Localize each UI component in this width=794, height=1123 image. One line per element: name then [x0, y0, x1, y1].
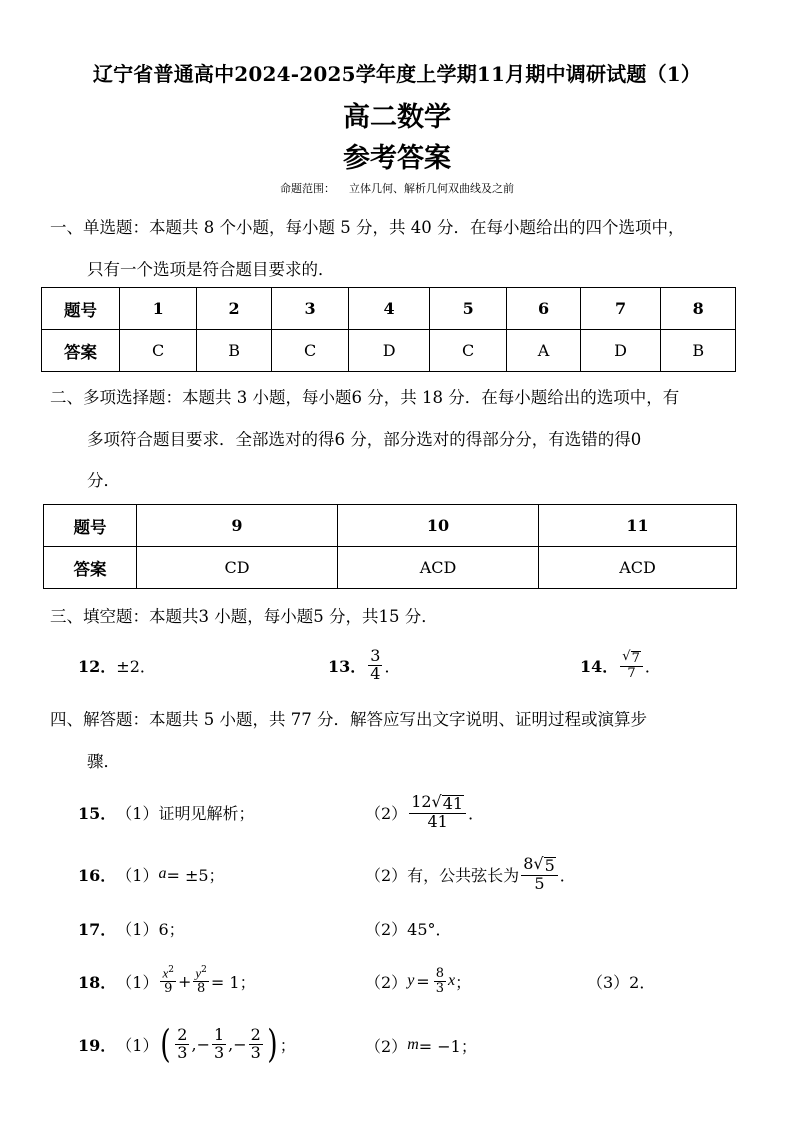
answer-key-title: 参考答案: [343, 143, 451, 174]
section4-heading-cont: 骤．: [87, 752, 120, 771]
punctuation: ；: [279, 1035, 296, 1055]
answer-cell: C: [120, 330, 197, 372]
math-variable: x: [447, 972, 456, 989]
answer-q18-part2: [365, 956, 471, 1006]
minus-sign: −: [233, 1034, 247, 1054]
answer-q12: [78, 652, 156, 678]
numerator: 2: [250, 1024, 261, 1044]
question-number: 15．: [78, 803, 117, 823]
punctuation: ．: [384, 656, 401, 676]
coefficient: 8: [523, 853, 534, 873]
table-row: [44, 547, 737, 589]
section1-heading-cont: 只有一个选项是符合题目要求的．: [87, 260, 335, 279]
answer-q18-part1: 18． （1） $\frac{x^2}{9}$ + $\frac{y^2}{8}$ = 1；: [78, 965, 256, 997]
part-label: （1）: [116, 1035, 159, 1055]
section2-heading-cont: 多项符合题目要求．全部选对的得6 分，部分选对的得部分分，有选错的得0: [87, 430, 642, 449]
answer-cell: C: [271, 330, 348, 372]
denominator: 7: [627, 665, 636, 681]
section2-answer-table: [43, 504, 737, 589]
question-number: 12．: [78, 656, 117, 676]
denominator: 41: [427, 811, 448, 831]
math-variable: m: [407, 1036, 419, 1053]
sqrt: √ 41: [431, 791, 464, 813]
answer-q18-part3: [587, 968, 655, 994]
math-variable: y: [195, 965, 202, 981]
exam-title: 辽宁省普通高中2024-2025学年度上学期11月期中调研试题（1）: [92, 62, 702, 86]
equals-sign: =: [416, 971, 430, 991]
exam-scope: [0, 180, 794, 196]
answer-q17-part2: [365, 915, 452, 941]
denominator: 3: [435, 980, 444, 996]
left-paren: (: [160, 1022, 172, 1066]
subject-title: 高二数学: [343, 102, 451, 133]
table-row: [44, 505, 737, 547]
punctuation: ；: [455, 972, 472, 992]
coefficient: 12: [411, 791, 432, 811]
answer-q13: [328, 641, 400, 689]
answer-text: （1）6；: [116, 919, 185, 939]
answer-cell: ACD: [338, 547, 539, 589]
question-number: 5: [429, 288, 506, 330]
answer-text: = −1；: [418, 1036, 477, 1056]
answer-text: = 1；: [210, 972, 256, 992]
numerator: $x^2$: [162, 965, 174, 981]
answer-text: （2）有，公共弦长为: [365, 865, 520, 885]
part-label: （1）: [116, 865, 159, 885]
numerator: [521, 853, 558, 876]
answer-q16-part1: [78, 861, 225, 887]
answer-cell: C: [429, 330, 506, 372]
table-row: [42, 330, 736, 372]
radicand: 7: [631, 650, 640, 666]
section1-answer-table: [41, 287, 736, 372]
answer-q14: [580, 645, 661, 685]
fraction: [368, 645, 382, 683]
right-paren: ): [267, 1022, 278, 1066]
section3-heading: 三、填空题：本题共3 小题，每小题5 分，共15 分．: [50, 607, 438, 626]
answer-cell: D: [349, 330, 430, 372]
math-variable: y: [407, 972, 415, 989]
numerator: 3: [370, 645, 381, 665]
math-variable: a: [158, 865, 167, 882]
fraction: [193, 966, 209, 996]
scope-value: 立体几何、解析几何双曲线及之前: [349, 182, 514, 195]
answer-text: （3）2．: [587, 972, 656, 992]
answer-cell: CD: [137, 547, 338, 589]
fraction: [160, 966, 176, 996]
punctuation: ．: [559, 865, 576, 885]
section2-heading: 二、多项选择题：本题共 3 小题，每小题6 分，共 18 分．在每小题给出的选项中，有: [50, 388, 680, 407]
question-number: 2: [197, 288, 272, 330]
sqrt: √ 7: [622, 648, 640, 666]
question-number: 9: [137, 505, 338, 547]
answer-q16-part2: [365, 850, 576, 898]
numerator: [620, 650, 643, 667]
question-number: 19．: [78, 1035, 117, 1055]
fraction: [249, 1024, 263, 1062]
section1-heading: 一、单选题：本题共 8 个小题，每小题 5 分，共 40 分．在每小题给出的四个选项中，: [50, 218, 685, 237]
question-number: 17．: [78, 919, 117, 939]
question-number: 6: [507, 288, 580, 330]
fraction: [620, 650, 643, 680]
math-variable: x: [162, 965, 169, 981]
question-number: 7: [580, 288, 661, 330]
section2-heading-cont2: 分．: [87, 471, 120, 490]
radicand: 41: [442, 793, 464, 813]
answer-text: （1）证明见解析；: [116, 803, 255, 823]
row-label: 题号: [42, 288, 120, 330]
denominator: 3: [250, 1042, 261, 1062]
answer-q15-part2: [365, 788, 484, 836]
answer-q17-part1: [78, 915, 185, 941]
answer-cell: A: [507, 330, 580, 372]
fraction: [212, 1024, 226, 1062]
answer-q19-part2: [365, 1032, 477, 1058]
part-label: （1）: [116, 972, 159, 992]
row-label: 题号: [44, 505, 137, 547]
scope-label: 命题范围：: [280, 182, 335, 195]
question-number: 16．: [78, 865, 117, 885]
sqrt: √ 5: [533, 853, 555, 875]
question-number: 13．: [328, 656, 367, 676]
answer-cell: B: [661, 330, 736, 372]
question-number: 14．: [580, 656, 619, 676]
numerator: 8: [435, 965, 444, 981]
part-label: （2）: [365, 1036, 408, 1056]
row-label: 答案: [44, 547, 137, 589]
fraction: [434, 967, 446, 995]
part-label: （2）: [365, 803, 408, 823]
numerator: $y^2$: [195, 965, 207, 981]
answer-cell: ACD: [539, 547, 737, 589]
section4-heading: 四、解答题：本题共 5 小题，共 77 分．解答应写出文字说明、证明过程或演算步: [50, 710, 647, 729]
denominator: 3: [177, 1042, 188, 1062]
answer-text: （2）45°．: [365, 919, 452, 939]
answer-text: = ±5；: [166, 865, 225, 885]
numerator: 1: [213, 1024, 225, 1044]
answer-q19-part1: 19． （1） ( $\frac{2}{3}$ , − $\frac{1}{3}$ , − $\frac{2}{3}$ ) ；: [78, 1022, 296, 1066]
denominator: 8: [197, 981, 206, 997]
punctuation: ．: [468, 803, 485, 823]
question-number: 10: [338, 505, 539, 547]
numerator: [409, 791, 466, 814]
answer-text: ±2．: [116, 656, 156, 676]
table-row: [42, 288, 736, 330]
denominator: 5: [534, 873, 545, 893]
minus-sign: −: [196, 1034, 210, 1054]
punctuation: ．: [644, 656, 661, 676]
question-number: 3: [271, 288, 348, 330]
question-number: 8: [661, 288, 736, 330]
fraction: [175, 1024, 189, 1062]
denominator: 4: [370, 663, 381, 683]
part-label: （2）: [365, 972, 408, 992]
denominator: 9: [164, 981, 173, 997]
numerator: 2: [177, 1024, 188, 1044]
row-label: 答案: [42, 330, 120, 372]
denominator: 3: [213, 1042, 225, 1062]
answer-cell: D: [580, 330, 661, 372]
question-number: 18．: [78, 972, 117, 992]
answer-q15-part1: [78, 799, 254, 825]
answer-cell: B: [197, 330, 272, 372]
fraction: [409, 791, 466, 831]
question-number: 1: [120, 288, 197, 330]
question-number: 11: [539, 505, 737, 547]
question-number: 4: [349, 288, 430, 330]
fraction: [521, 853, 558, 893]
radicand: 5: [544, 855, 555, 875]
